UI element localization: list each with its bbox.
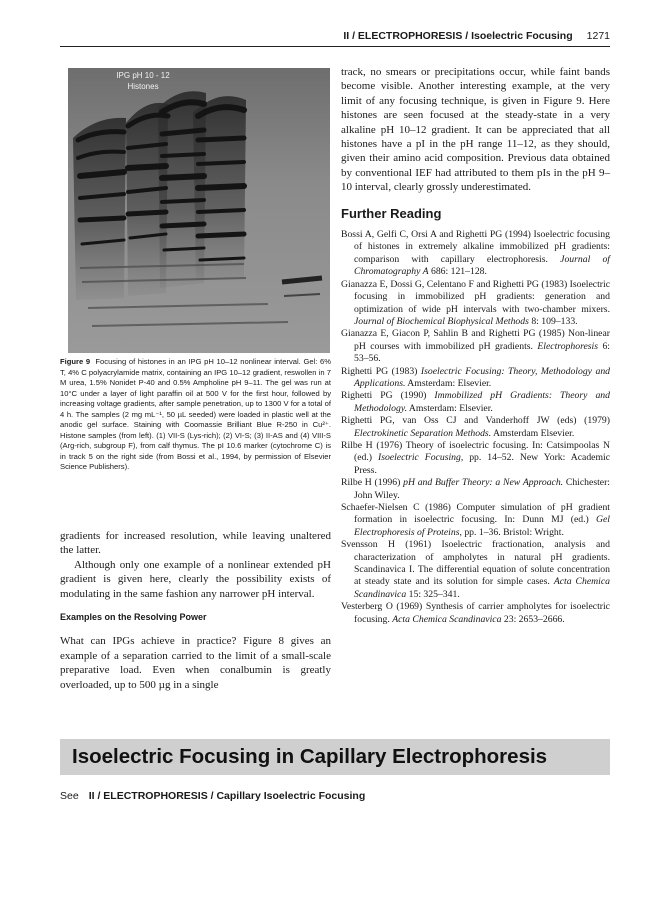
reference-list — [341, 229, 610, 626]
paragraph: What can IPGs achieve in practice? Figure 8 gives an example of a separation carried to the limit of a small-scale preparative load. Even when conalbumin is greatly overloaded, up to 500 µg in a single — [60, 635, 331, 691]
reference-item: Svensson H (1961) Isoelectric fractionation, analysis and characterization of ampholytes in natural pH gradients. Scandinavica I. The differential equation of solute concentration at steady state and its solution for simple cases. Acta Chemica Scandinavica 15: 325–341. — [341, 539, 610, 600]
section-subheading: Examples on the Resolving Power — [60, 612, 207, 623]
see-also — [60, 790, 365, 802]
reference-item: Vesterberg O (1969) Synthesis of carrier ampholytes for isoelectric focusing. Acta Chemica Scandinavica 23: 2653–2666. — [341, 601, 610, 625]
reference-item: Righetti PG (1983) Isoelectric Focusing: Theory, Methodology and Applications. Amsterdam: Elsevier. — [341, 365, 611, 389]
reference-item: Bossi A, Gelfi C, Orsi A and Righetti PG (1994) Isoelectric focusing of histones in extremely alkaline immobilized pH gradients: comparison with capillary electrophoresis. Journal of Chromatography A 686: 121–128. — [341, 229, 611, 278]
right-column — [341, 65, 610, 626]
left-column-text — [60, 529, 331, 692]
see-also-label: See — [60, 790, 79, 802]
reference-item: Rilbe H (1996) pH and Buffer Theory: a New Approach. Chichester: John Wiley. — [341, 477, 610, 501]
running-header — [60, 30, 610, 44]
reference-item: Rilbe H (1976) Theory of isoelectric focusing. In: Catsimpoolas N (ed.) Isoelectric Focusing, pp. 14–52. New York: Academic Press. — [341, 439, 610, 476]
gel-label-gradient: IPG pH 10 - 12 — [116, 71, 170, 80]
paragraph: track, no smears or precipitations occur, while faint bands become visible. Another interesting example, at the very limit of any focusing technique, is given in Figure 9. Here histones are seen focused at the steady-state in a very alkaline pH 10–12 gradient. It can be appreciated that all histones have a pI in the pH range 11–12, as they should, given their amino acid composition. Previous data obtained by conventional IEF had attributed to them pIs in the pH 9–10 interval, clearly grossly underestimated. — [341, 66, 610, 194]
gel-label-histones: Histones — [127, 82, 159, 91]
reference-item: Gianazza E, Dossi G, Celentano F and Righetti PG (1983) Isoelectric focusing in immobilized pH gradients: generation and optimization of wide pH intervals with two-chamber mixers. Journal of Biochemical Biophysical Methods 8: 109–133. — [341, 278, 610, 327]
further-reading-heading: Further Reading — [341, 205, 442, 221]
article-title-banner: Isoelectric Focusing in Capillary Electrophoresis — [60, 739, 610, 775]
reference-item: Schaefer-Nielsen C (1986) Computer simulation of pH gradient formation in isoelectric focusing. In: Dunn MJ (ed.) Gel Electrophoresis of Proteins, pp. 1–36. Bristol: Wright. — [341, 502, 610, 538]
page-number: 1271 — [586, 30, 610, 42]
gel-bands-illustration — [68, 68, 330, 353]
paragraph: Although only one example of a nonlinear extended pH gradient is given here, clearly the possibility exists of modulating in the same fashion any narrower pH interval. — [60, 558, 331, 600]
paragraph: gradients for increased resolution, while leaving unaltered the latter. — [60, 530, 331, 557]
gel-photograph — [68, 68, 330, 353]
reference-item: Righetti PG, van Oss CJ and Vanderhoff JW (eds) (1979) Electrokinetic Separation Methods. Amsterdam Elsevier. — [341, 415, 610, 439]
reference-item: Righetti PG (1990) Immobilized pH Gradients: Theory and Methodology. Amsterdam: Elsevier. — [341, 390, 610, 414]
figure-caption-label: Figure 9 — [60, 357, 91, 366]
figure-caption — [60, 357, 331, 473]
see-also-link[interactable]: II / ELECTROPHORESIS / Capillary Isoelectric Focusing — [88, 790, 366, 802]
figure-caption-text: Focusing of histones in an IPG pH 10–12 nonlinear interval. Gel: 6% T, 4% C polyacrylamide matrix, containing an IPG 10–12 gradient, reswollen in 7 M urea, 1.5% Nonidet P-40 and 0.5% Ampholine pH 9–11. The gel was run at 10°C under a layer of light paraffin oil at 500 V for the first hour, followed by increasing voltage gradients, after sample penetration, up to 1300 V for a total of 4 h. The samples (2 mg mL⁻¹, 50 µL seeded) were loaded in plastic well at the anodic gel surface. Staining with Coomassie Brilliant Blue R-250 in Cu²⁺. Histone samples (from left). (1) VII-S (Lys-rich); (2) VI-S; (3) II-AS and (4) VIII-S (Arg-rich, subgroup F), from calf thymus. The pI 10.6 marker (cytochrome C) is in track 5 on the right side (from Bossi et al., 1994, by permission of Elsevier Science Publishers). — [60, 357, 331, 471]
running-header-section: II / ELECTROPHORESIS / Isoelectric Focusing — [343, 30, 573, 42]
header-rule — [60, 46, 610, 47]
reference-item: Gianazza E, Giacon P, Sahlin B and Righetti PG (1985) Non-linear pH courses with immobilized pH gradients. Electrophoresis 6: 53–56. — [341, 328, 610, 365]
